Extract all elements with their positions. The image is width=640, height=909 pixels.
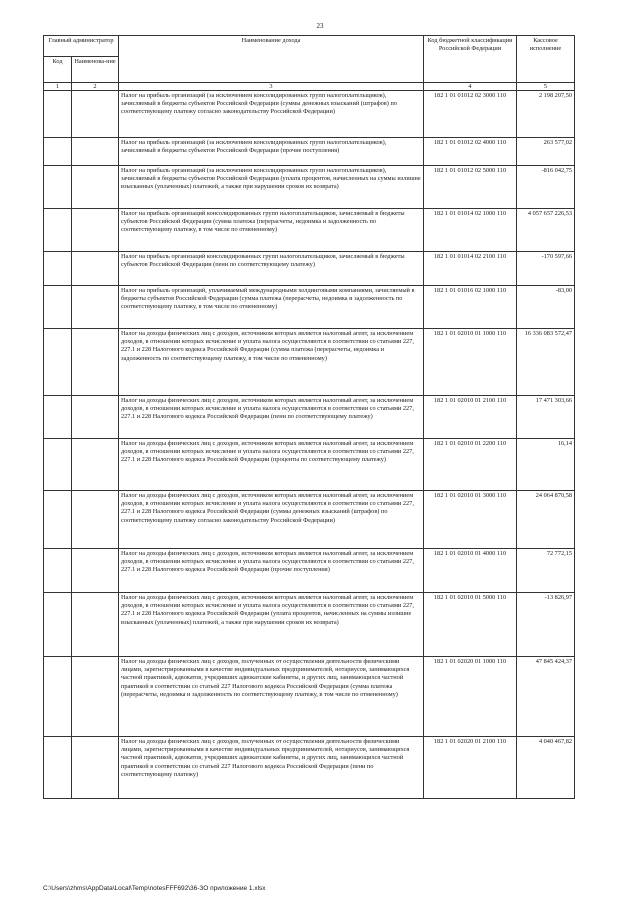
admin-code-cell [44, 166, 72, 209]
amount-cell: 47 845 424,37 [517, 657, 575, 737]
admin-name-cell [72, 209, 119, 252]
budget-code-cell: 182 1 01 02020 01 1000 110 [424, 657, 517, 737]
income-name-cell: Налог на доходы физических лиц с доходов, источником которых является налоговый агент, за исключением доходов, в отношении которых исчисление и уплата налога осуществляются в соответствии со статьями 227, 227.1 и 228 Налогового кодекса Российской Федерации (прочие поступления) [119, 549, 424, 593]
income-name-cell: Налог на прибыль организаций консолидированных групп налогоплательщиков, зачисляемый в бюджеты субъектов Российской Федерации (пени по соответствующему платежу) [119, 252, 424, 286]
admin-name-cell [72, 396, 119, 439]
admin-code-cell [44, 138, 72, 166]
budget-code-cell: 182 1 01 02010 01 2100 110 [424, 396, 517, 439]
budget-code-cell: 182 1 01 01014 02 2100 110 [424, 252, 517, 286]
income-name-cell: Налог на доходы физических лиц с доходов, источником которых является налоговый агент, за исключением доходов, в отношении которых исчисление и уплата налога осуществляются в соответствии со статьями 227, 227.1 и 228 Налогового кодекса Российской Федерации (пени по соответствующему платежу) [119, 396, 424, 439]
admin-code-cell [44, 329, 72, 396]
table-row [44, 396, 575, 439]
header-admin-code: Код [44, 57, 72, 83]
table-row [44, 737, 575, 799]
budget-code-cell: 182 1 01 01014 02 1000 110 [424, 209, 517, 252]
admin-code-cell [44, 657, 72, 737]
admin-name-cell [72, 138, 119, 166]
header-income-name: Наименование дохода [119, 36, 424, 83]
income-name-cell: Налог на прибыль организаций (за исключением консолидированных групп налогоплательщиков), зачисляемый в бюджеты субъектов Российской Федерации (суммы денежных взысканий (штрафов) по соответствующему платежу согласно законодательству Российской Федерации) [119, 91, 424, 138]
table-row [44, 549, 575, 593]
budget-code-cell: 182 1 01 01012 02 3000 110 [424, 91, 517, 138]
table-row [44, 138, 575, 166]
table-row [44, 491, 575, 549]
budget-code-cell: 182 1 01 01016 02 1000 110 [424, 286, 517, 329]
amount-cell: 72 772,15 [517, 549, 575, 593]
admin-name-cell [72, 329, 119, 396]
budget-code-cell: 182 1 01 02010 01 4000 110 [424, 549, 517, 593]
column-number: 2 [72, 83, 119, 91]
income-name-cell: Налог на прибыль организаций консолидированных групп налогоплательщиков, зачисляемый в бюджеты субъектов Российской Федерации (сумма платежа (перерасчеты, недоимка и задолженность по соответствующему платежу, в том числе по отмененному) [119, 209, 424, 252]
admin-name-cell [72, 166, 119, 209]
admin-name-cell [72, 439, 119, 491]
income-name-cell: Налог на доходы физических лиц с доходов, источником которых является налоговый агент, за исключением доходов, в отношении которых исчисление и уплата налога осуществляются в соответствии со статьями 227, 227.1 и 228 Налогового кодекса Российской Федерации (уплата процентов, начисленных на суммы излишне взысканных (уплаченных) платежей, а также при нарушении сроков их возврата) [119, 593, 424, 657]
admin-code-cell [44, 286, 72, 329]
column-numbers-row [44, 83, 575, 91]
header-admin-group: Главный администратор [44, 36, 119, 57]
admin-code-cell [44, 209, 72, 252]
admin-name-cell [72, 549, 119, 593]
amount-cell: -170 597,66 [517, 252, 575, 286]
amount-cell: 16 336 083 572,47 [517, 329, 575, 396]
income-name-cell: Налог на доходы физических лиц с доходов, полученных от осуществления деятельности физическими лицами, зарегистрированными в качестве индивидуальных предпринимателей, нотариусов, занимающихся частной практикой, адвокатов, учредивших адвокатские кабинеты, и других лиц, занимающихся частной практикой в соответствии со статьей 227 Налогового кодекса Российской Федерации (сумма платежа (перерасчеты, недоимка и задолженность по соответствующему платежу, в том числе по отмененному) [119, 657, 424, 737]
budget-code-cell: 182 1 01 02010 01 5000 110 [424, 593, 517, 657]
header-budget-code: Код бюджетной классификации Российской Федерации [424, 36, 517, 83]
table-row [44, 593, 575, 657]
table-row [44, 166, 575, 209]
income-name-cell: Налог на доходы физических лиц с доходов, источником которых является налоговый агент, за исключением доходов, в отношении которых исчисление и уплата налога осуществляются в соответствии со статьями 227, 227.1 и 228 Налогового кодекса Российской Федерации (сумма платежа (перерасчеты, недоимка и задолженность по соответствующему платежу, в том числе по отмененному) [119, 329, 424, 396]
table-row [44, 329, 575, 396]
income-name-cell: Налог на прибыль организаций (за исключением консолидированных групп налогоплательщиков), зачисляемый в бюджеты субъектов Российской Федерации (прочие поступления) [119, 138, 424, 166]
admin-code-cell [44, 593, 72, 657]
amount-cell: 4 057 657 226,53 [517, 209, 575, 252]
amount-cell: 2 198 207,50 [517, 91, 575, 138]
admin-name-cell [72, 91, 119, 138]
admin-code-cell [44, 491, 72, 549]
table-body [44, 91, 575, 799]
budget-code-cell: 182 1 01 02020 01 2100 110 [424, 737, 517, 799]
amount-cell: 17 471 303,66 [517, 396, 575, 439]
table-row [44, 439, 575, 491]
admin-name-cell [72, 286, 119, 329]
income-name-cell: Налог на доходы физических лиц с доходов, полученных от осуществления деятельности физическими лицами, зарегистрированными в качестве индивидуальных предпринимателей, нотариусов, занимающихся частной практикой, адвокатов, учредивших адвокатские кабинеты, и других лиц, занимающихся частной практикой в соответствии со статьей 227 Налогового кодекса Российской Федерации (пени по соответствующему платежу) [119, 737, 424, 799]
income-name-cell: Налог на доходы физических лиц с доходов, источником которых является налоговый агент, за исключением доходов, в отношении которых исчисление и уплата налога осуществляются в соответствии со статьями 227, 227.1 и 228 Налогового кодекса Российской Федерации (суммы денежных взысканий (штрафов) по соответствующему платежу согласно законодательству Российской Федерации) [119, 491, 424, 549]
admin-code-cell [44, 396, 72, 439]
amount-cell: -83,00 [517, 286, 575, 329]
income-name-cell: Налог на прибыль организаций, уплачиваемый международными холдинговыми компаниями, зачисляемый в бюджеты субъектов Российской Федерации (сумма платежа (перерасчеты, недоимка и задолженность по соответствующему платежу, в том числе по отмененному) [119, 286, 424, 329]
table-row [44, 657, 575, 737]
table-header [44, 36, 575, 91]
admin-name-cell [72, 657, 119, 737]
admin-name-cell [72, 593, 119, 657]
budget-code-cell: 182 1 01 01012 02 5000 110 [424, 166, 517, 209]
admin-code-cell [44, 737, 72, 799]
income-name-cell: Налог на прибыль организаций (за исключением консолидированных групп налогоплательщиков), зачисляемый в бюджеты субъектов Российской Федерации (уплата процентов, начисленных на суммы излишне взысканных (уплаченных) платежей, а также при нарушении сроков их возврата) [119, 166, 424, 209]
table-row [44, 91, 575, 138]
budget-code-cell: 182 1 01 02010 01 2200 110 [424, 439, 517, 491]
amount-cell: -816 042,75 [517, 166, 575, 209]
table-row [44, 209, 575, 252]
table-row [44, 252, 575, 286]
admin-code-cell [44, 252, 72, 286]
file-path-footer: C:\Users\zhms\AppData\Local\Temp\notesFFF692\36-ЗО приложение 1.xlsx [43, 885, 266, 892]
header-admin-name: Наименова-ние [72, 57, 119, 83]
amount-cell: 4 040 467,82 [517, 737, 575, 799]
admin-name-cell [72, 737, 119, 799]
budget-code-cell: 182 1 01 02010 01 3000 110 [424, 491, 517, 549]
admin-name-cell [72, 491, 119, 549]
amount-cell: 24 064 870,58 [517, 491, 575, 549]
amount-cell: 16,14 [517, 439, 575, 491]
page-number: 23 [316, 22, 324, 30]
revenue-table [43, 35, 575, 799]
column-number: 1 [44, 83, 72, 91]
admin-code-cell [44, 439, 72, 491]
header-execution: Кассовое исполнение [517, 36, 575, 83]
amount-cell: 263 577,02 [517, 138, 575, 166]
amount-cell: -13 826,97 [517, 593, 575, 657]
table-row [44, 286, 575, 329]
budget-code-cell: 182 1 01 02010 01 1000 110 [424, 329, 517, 396]
column-number: 5 [517, 83, 575, 91]
admin-name-cell [72, 252, 119, 286]
admin-code-cell [44, 549, 72, 593]
admin-code-cell [44, 91, 72, 138]
column-number: 4 [424, 83, 517, 91]
income-name-cell: Налог на доходы физических лиц с доходов, источником которых является налоговый агент, за исключением доходов, в отношении которых исчисление и уплата налога осуществляются в соответствии со статьями 227, 227.1 и 228 Налогового кодекса Российской Федерации (проценты по соответствующему платежу) [119, 439, 424, 491]
column-number: 3 [119, 83, 424, 91]
budget-code-cell: 182 1 01 01012 02 4000 110 [424, 138, 517, 166]
